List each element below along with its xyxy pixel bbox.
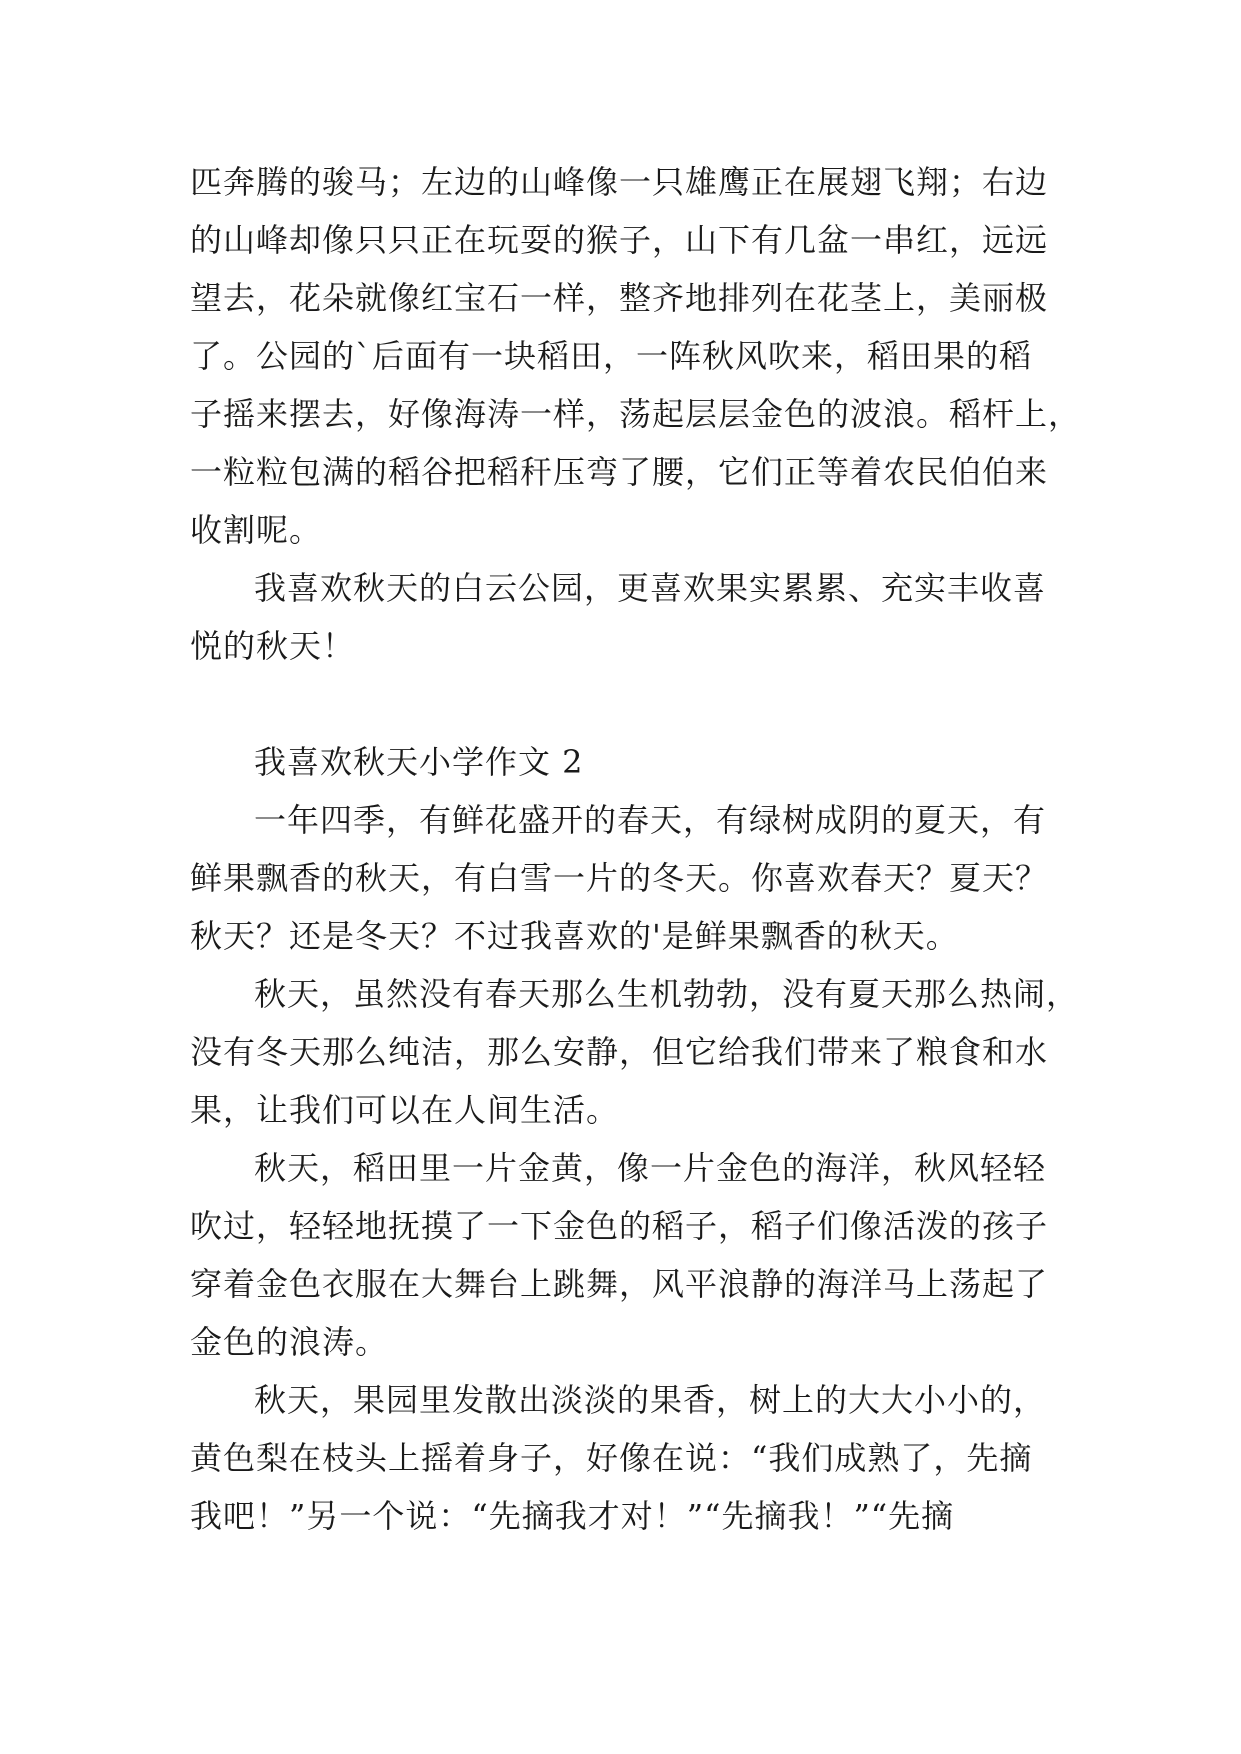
paragraph-1-line-3: 望去，花朵就像红宝石一样，整齐地排列在花茎上，美丽极 <box>190 279 1049 317</box>
section-paragraph-3-line-1: 秋天，稻田里一片金黄，像一片金色的海洋，秋风轻轻 <box>254 1149 1047 1187</box>
section-paragraph-2-line-1: 秋天，虽然没有春天那么生机勃勃，没有夏天那么热闹， <box>254 975 1080 1013</box>
paragraph-1-line-6: 一粒粒包满的稻谷把稻秆压弯了腰，它们正等着农民伯伯来 <box>190 453 1049 491</box>
paragraph-2-line-2: 悦的秋天！ <box>190 627 356 665</box>
section-paragraph-1-line-3: 秋天？还是冬天？不过我喜欢的'是鲜果飘香的秋天。 <box>190 917 959 955</box>
paragraph-1-line-5: 子摇来摆去，好像海涛一样，荡起层层金色的波浪。稻杆上， <box>190 395 1082 433</box>
section-paragraph-1-line-2: 鲜果飘香的秋天，有白雪一片的冬天。你喜欢春天？夏天？ <box>190 859 1049 897</box>
paragraph-1-line-2: 的山峰却像只只正在玩耍的猴子，山下有几盆一串红，远远 <box>190 221 1049 259</box>
section-paragraph-4-line-1: 秋天，果园里发散出淡淡的果香，树上的大大小小的， <box>254 1381 1047 1419</box>
section-paragraph-1-line-1: 一年四季，有鲜花盛开的春天，有绿树成阴的夏天，有 <box>254 801 1047 839</box>
paragraph-2-line-1: 我喜欢秋天的白云公园，更喜欢果实累累、充实丰收喜 <box>254 569 1047 607</box>
paragraph-1-line-7: 收割呢。 <box>190 511 323 549</box>
paragraph-1-line-1: 匹奔腾的骏马；左边的山峰像一只雄鹰正在展翅飞翔；右边 <box>190 163 1049 201</box>
section-paragraph-2-line-2: 没有冬天那么纯洁，那么安静，但它给我们带来了粮食和水 <box>190 1033 1049 1071</box>
section-title: 我喜欢秋天小学作文 2 <box>254 743 584 781</box>
section-paragraph-4-line-3: 我吧！”另一个说：“先摘我才对！”“先摘我！”“先摘 <box>190 1497 955 1535</box>
section-paragraph-3-line-4: 金色的浪涛。 <box>190 1323 389 1361</box>
section-paragraph-3-line-2: 吹过，轻轻地抚摸了一下金色的稻子，稻子们像活泼的孩子 <box>190 1207 1049 1245</box>
paragraph-1-line-4: 了。公园的`后面有一块稻田，一阵秋风吹来，稻田果的稻 <box>190 337 1033 375</box>
section-paragraph-2-line-3: 果，让我们可以在人间生活。 <box>190 1091 620 1129</box>
section-paragraph-4-line-2: 黄色梨在枝头上摇着身子，好像在说：“我们成熟了，先摘 <box>190 1439 1033 1477</box>
section-paragraph-3-line-3: 穿着金色衣服在大舞台上跳舞，风平浪静的海洋马上荡起了 <box>190 1265 1049 1303</box>
